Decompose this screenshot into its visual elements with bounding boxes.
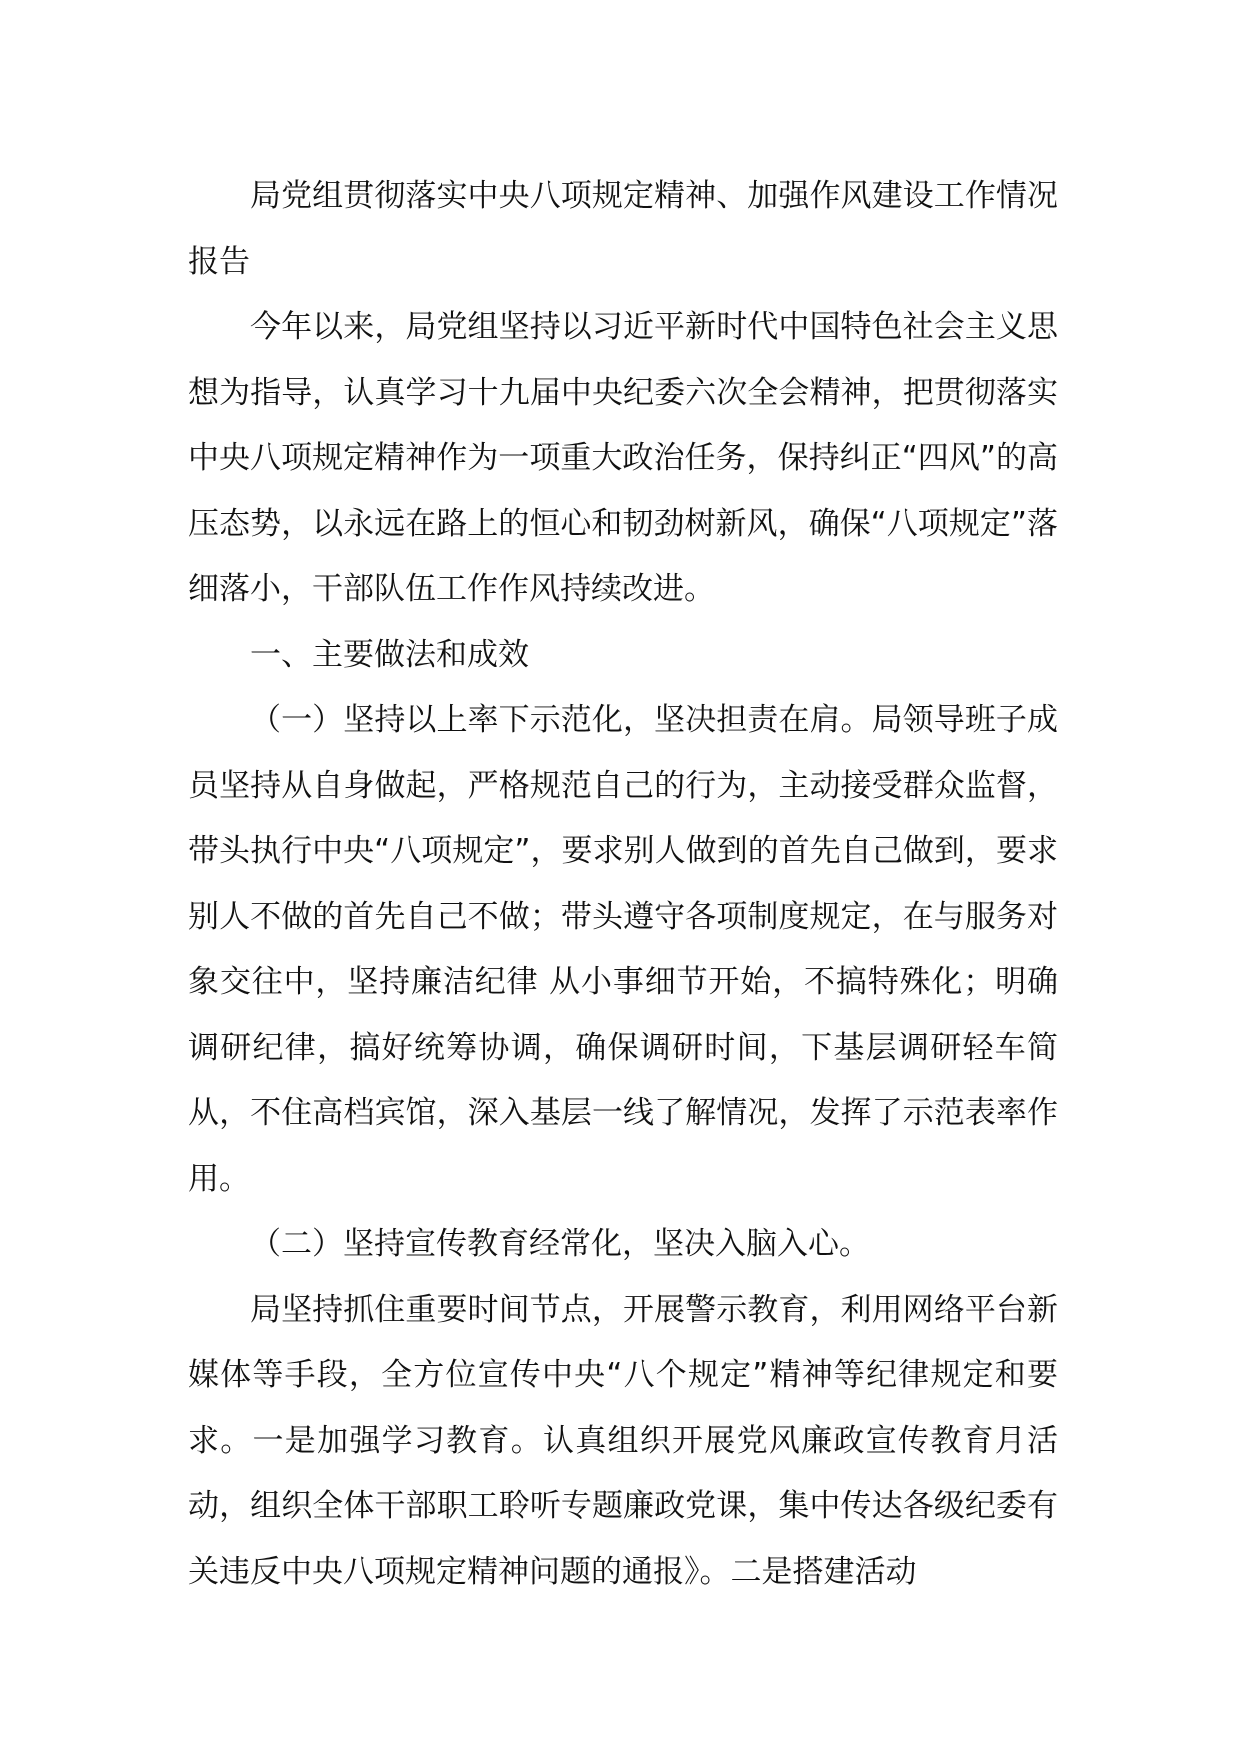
document-title: 局党组贯彻落实中央八项规定精神、加强作风建设工作情况报告 [188, 178, 1058, 280]
subsection-heading-2: （二）坚持宣传教育经常化，坚决入脑入心。 [250, 1226, 870, 1262]
intro-paragraph: 今年以来，局党组坚持以习近平新时代中国特色社会主义思想为指导，认真学习十九届中央纪委六次全会精神，把贯彻落实中央八项规定精神作为一项重大政治任务，保持纠正“四风”的高压态势，以永远在路上的恒心和韧劲树新风，确保“八项规定”落细落小，干部队伍工作作风持续改进。 [188, 309, 1058, 607]
document-body [188, 164, 1058, 1605]
section-heading: 一、主要做法和成效 [250, 636, 529, 673]
subsection-paragraph-1: （一）坚持以上率下示范化，坚决担责在肩。局领导班子成员坚持从自身做起，严格规范自己的行为，主动接受群众监督，带头执行中央“八项规定”，要求别人做到的首先自己做到，要求别人不做的首先自己不做；带头遵守各项制度规定，在与服务对象交往中，坚持廉洁纪律 从小事细节开始，不搞特殊化；明确调研纪律，搞好统筹协调，确保调研时间，下基层调研轻车简从，不住高档宾馆，深入基层一线了解情况，发挥了示范表率作用。 [188, 702, 1058, 1197]
subsection-paragraph-2: 局坚持抓住重要时间节点，开展警示教育，利用网络平台新媒体等手段，全方位宣传中央“八个规定”精神等纪律规定和要求。一是加强学习教育。认真组织开展党风廉政宣传教育月活动，组织全体干部职工聆听专题廉政党课，集中传达各级纪委有关违反中央八项规定精神问题的通报》。二是搭建活动 [188, 1291, 1058, 1590]
